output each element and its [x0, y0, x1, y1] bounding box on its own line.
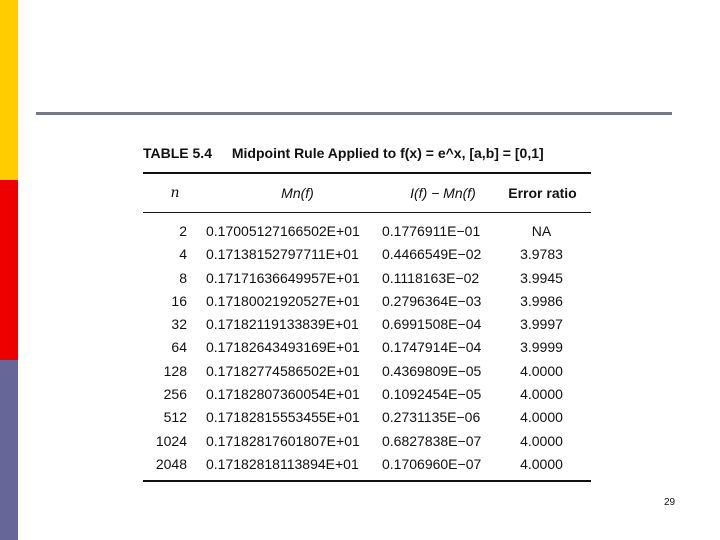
cell-diff: 0.1706960E−07	[382, 455, 482, 472]
cell-mn: 0.17182807360054E+01	[206, 386, 360, 403]
cell-mn: 0.17182818113894E+01	[206, 455, 359, 472]
cell-diff: 0.4369809E−05	[382, 362, 482, 379]
cell-mn: 0.17182815553455E+01	[206, 409, 360, 426]
cell-diff: 0.1118163E−02	[382, 269, 480, 286]
title-divider	[36, 112, 672, 115]
table-row	[143, 430, 591, 453]
table-row	[143, 243, 591, 266]
table-title: Midpoint Rule Applied to f(x) = e^x, [a,b] = [0,1]	[231, 145, 544, 161]
table-row	[143, 313, 591, 336]
cell-diff: 0.2796364E−03	[382, 292, 482, 309]
cell-ratio: NA	[531, 223, 552, 239]
cell-mn: 0.17138152797711E+01	[206, 246, 359, 263]
cell-n: 4	[179, 246, 187, 263]
cell-diff: 0.6991508E−04	[382, 316, 482, 333]
table-body	[143, 220, 591, 476]
cell-mn: 0.17182119133839E+01	[206, 316, 359, 333]
table-row	[143, 383, 591, 406]
table-row	[143, 267, 591, 290]
header-midpoint: Mn(f)	[281, 185, 314, 201]
table-caption	[143, 145, 544, 161]
cell-ratio: 4.0000	[520, 409, 563, 426]
cell-diff: 0.1092454E−05	[382, 386, 482, 403]
cell-ratio: 3.9783	[520, 246, 563, 263]
cell-ratio: 3.9986	[520, 292, 563, 309]
cell-ratio: 3.9945	[520, 269, 563, 286]
cell-n: 32	[171, 316, 187, 333]
cell-n: 64	[171, 339, 187, 356]
table-bottom-rule	[143, 480, 591, 482]
table-row	[143, 220, 591, 243]
cell-n: 2048	[155, 455, 187, 472]
table-row	[143, 290, 591, 313]
cell-ratio: 3.9999	[520, 339, 563, 356]
cell-ratio: 4.0000	[520, 362, 563, 379]
cell-n: 128	[163, 362, 187, 379]
cell-n: 8	[179, 269, 187, 286]
cell-diff: 0.1747914E−04	[382, 339, 482, 356]
cell-mn: 0.17182817601807E+01	[206, 432, 360, 449]
cell-n: 2	[179, 223, 187, 239]
header-error-ratio: Error ratio	[508, 185, 577, 201]
accent-bar-yellow	[0, 0, 18, 180]
cell-n: 1024	[155, 432, 187, 449]
cell-mn: 0.17005127166502E+01	[206, 223, 360, 239]
cell-diff: 0.1776911E−01	[382, 223, 481, 239]
table-top-rule	[143, 172, 591, 174]
cell-mn: 0.17180021920527E+01	[206, 292, 360, 309]
accent-bar-red	[0, 180, 18, 360]
cell-mn: 0.17182774586502E+01	[206, 362, 360, 379]
table-header-rule	[143, 212, 591, 213]
cell-n: 16	[171, 292, 187, 309]
cell-n: 256	[163, 386, 187, 403]
cell-n: 512	[163, 409, 187, 426]
page-number: 29	[664, 497, 676, 508]
table-row	[143, 406, 591, 429]
cell-ratio: 4.0000	[520, 455, 563, 472]
accent-bar-slate	[0, 360, 18, 540]
header-error: I(f) − Mn(f)	[410, 185, 476, 201]
cell-ratio: 3.9997	[520, 316, 563, 333]
table-number: TABLE 5.4	[143, 145, 212, 161]
cell-diff: 0.4466549E−02	[382, 246, 482, 263]
cell-mn: 0.17182643493169E+01	[206, 339, 360, 356]
cell-mn: 0.17171636649957E+01	[206, 269, 360, 286]
cell-diff: 0.6827838E−07	[382, 432, 482, 449]
cell-diff: 0.2731135E−06	[382, 409, 481, 426]
table-row	[143, 453, 591, 476]
cell-ratio: 4.0000	[520, 432, 563, 449]
header-n: n	[170, 185, 180, 201]
cell-ratio: 4.0000	[520, 386, 563, 403]
table-row	[143, 336, 591, 359]
table-row	[143, 360, 591, 383]
